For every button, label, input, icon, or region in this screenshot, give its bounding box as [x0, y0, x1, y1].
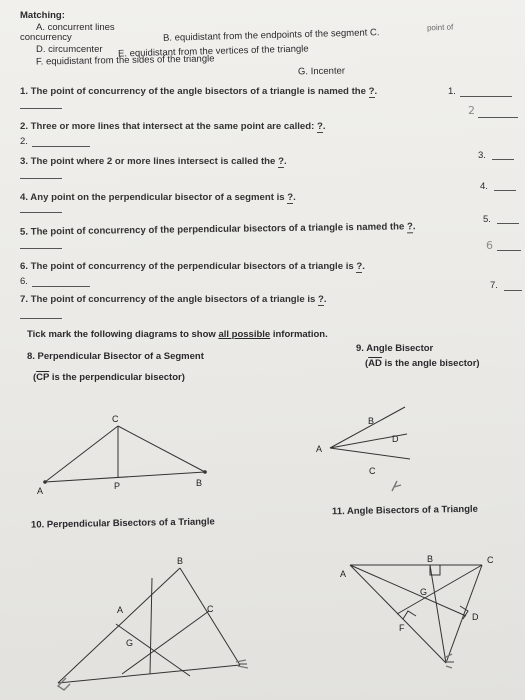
label-g: G — [126, 638, 134, 648]
option-e: E. equidistant from the vertices of the triangle — [117, 43, 309, 60]
label-b: B — [427, 554, 434, 564]
side-b-right — [180, 568, 240, 665]
diagram-8-figure — [0, 400, 260, 510]
question-5: 5. The point of concurrency of the perpendicular bisectors of a triangle is named the ?. — [19, 221, 416, 238]
answer-7-num: 7. — [490, 280, 498, 291]
diagram-10-title: 10. Perpendicular Bisectors of a Triangle — [30, 516, 215, 531]
pen-mark-d — [58, 678, 70, 690]
answer-1-num: 1. — [448, 86, 456, 97]
label-b: B — [177, 556, 184, 566]
diagram-9-figure — [300, 395, 510, 505]
label-c: C — [112, 414, 119, 424]
side-bottom — [58, 665, 240, 683]
perp-bisector-2 — [122, 611, 209, 674]
answer-3-line — [492, 159, 514, 160]
label-c: C — [487, 555, 494, 565]
label-d: D — [392, 434, 399, 444]
answer-6-line — [497, 250, 521, 251]
question-6-answer-line — [32, 286, 90, 287]
bisector-e — [430, 565, 446, 663]
answer-2-line — [478, 117, 518, 118]
question-2-answer-line — [32, 146, 90, 147]
option-a-cont: concurrency — [20, 32, 72, 43]
label-b: B — [368, 416, 375, 426]
answer-3-num: 3. — [478, 150, 486, 161]
question-1-work-line — [20, 108, 62, 109]
diagram-11-figure — [300, 548, 520, 700]
answer-5-num: 5. — [483, 214, 491, 225]
question-7: 7. The point of concurrency of the angle bisectors of a triangle is ?. — [20, 294, 327, 305]
label-c: C — [207, 604, 214, 614]
question-5-work-line — [20, 248, 62, 249]
label-g: G — [420, 587, 428, 597]
pen-mark-e — [236, 660, 248, 668]
label-a: A — [117, 605, 124, 615]
question-3-work-line — [20, 178, 62, 179]
segment-cb — [118, 426, 205, 472]
option-c-scrawl: point of — [426, 22, 454, 33]
pen-mark — [392, 481, 401, 491]
diagram-9-title: 9. Angle Bisector — [356, 343, 434, 354]
label-d: D — [472, 612, 479, 622]
label-c: C — [369, 466, 376, 476]
diagram-8-title: 8. Perpendicular Bisector of a Segment — [27, 351, 204, 362]
answer-1-line — [460, 96, 512, 97]
diagram-8-note: ($\overline{CP}$ is the perpendicular bisector) — [33, 372, 185, 383]
tickmark-instruction: Tick mark the following diagrams to show all possible information. — [27, 329, 328, 340]
label-a: A — [316, 444, 323, 454]
diagram-11-title: 11. Angle Bisectors of a Triangle — [331, 503, 478, 518]
point-b — [203, 470, 207, 474]
question-6-answer-num: 6. — [20, 276, 28, 287]
ray-ac — [330, 448, 410, 459]
question-3: 3. The point where 2 or more lines intersect is called the ?. — [20, 156, 287, 167]
answer-4-num: 4. — [480, 181, 488, 192]
label-b: B — [196, 478, 203, 488]
perp-bisector-1 — [116, 624, 190, 676]
answer-2-handwritten: 2 — [468, 104, 475, 117]
answer-6-handwritten: 6 — [486, 239, 493, 252]
label-f: F — [399, 623, 405, 633]
option-f: F. equidistant from the sides of the triangle — [35, 53, 215, 68]
point-a — [43, 480, 47, 484]
question-4: 4. Any point on the perpendicular bisector of a segment is ?. — [20, 192, 296, 203]
label-p: P — [114, 481, 121, 491]
question-2: 2. Three or more lines that intersect at the same point are called: ?. — [20, 121, 326, 132]
option-b: B. equidistant from the endpoints of the segment C. — [162, 27, 380, 44]
segment-ac — [45, 426, 118, 482]
perp-bisector-3 — [150, 578, 152, 674]
label-a: A — [37, 486, 44, 496]
question-2-answer-num: 2. — [20, 136, 28, 147]
right-angle-right — [460, 606, 468, 619]
segment-ab — [45, 472, 205, 482]
diagram-10-figure — [0, 548, 270, 698]
answer-7-line — [504, 290, 522, 291]
answer-5-line — [497, 223, 519, 224]
option-d: D. circumcenter — [36, 44, 103, 55]
option-g: G. Incenter — [297, 65, 346, 78]
question-7-work-line — [20, 318, 62, 319]
question-6: 6. The point of concurrency of the perpendicular bisectors of a triangle is ?. — [20, 261, 365, 272]
matching-heading: Matching: — [20, 10, 65, 21]
right-angle-left — [403, 611, 416, 619]
bisector-a — [350, 565, 466, 616]
question-4-work-line — [20, 212, 62, 213]
option-a: A. concurrent lines — [36, 22, 115, 33]
diagram-9-note: ($\overline{AD}$ is the angle bisector) — [365, 358, 480, 369]
answer-4-line — [494, 190, 516, 191]
question-1: 1. The point of concurrency of the angle bisectors of a triangle is named the ?. — [20, 86, 378, 97]
label-a: A — [340, 569, 347, 579]
